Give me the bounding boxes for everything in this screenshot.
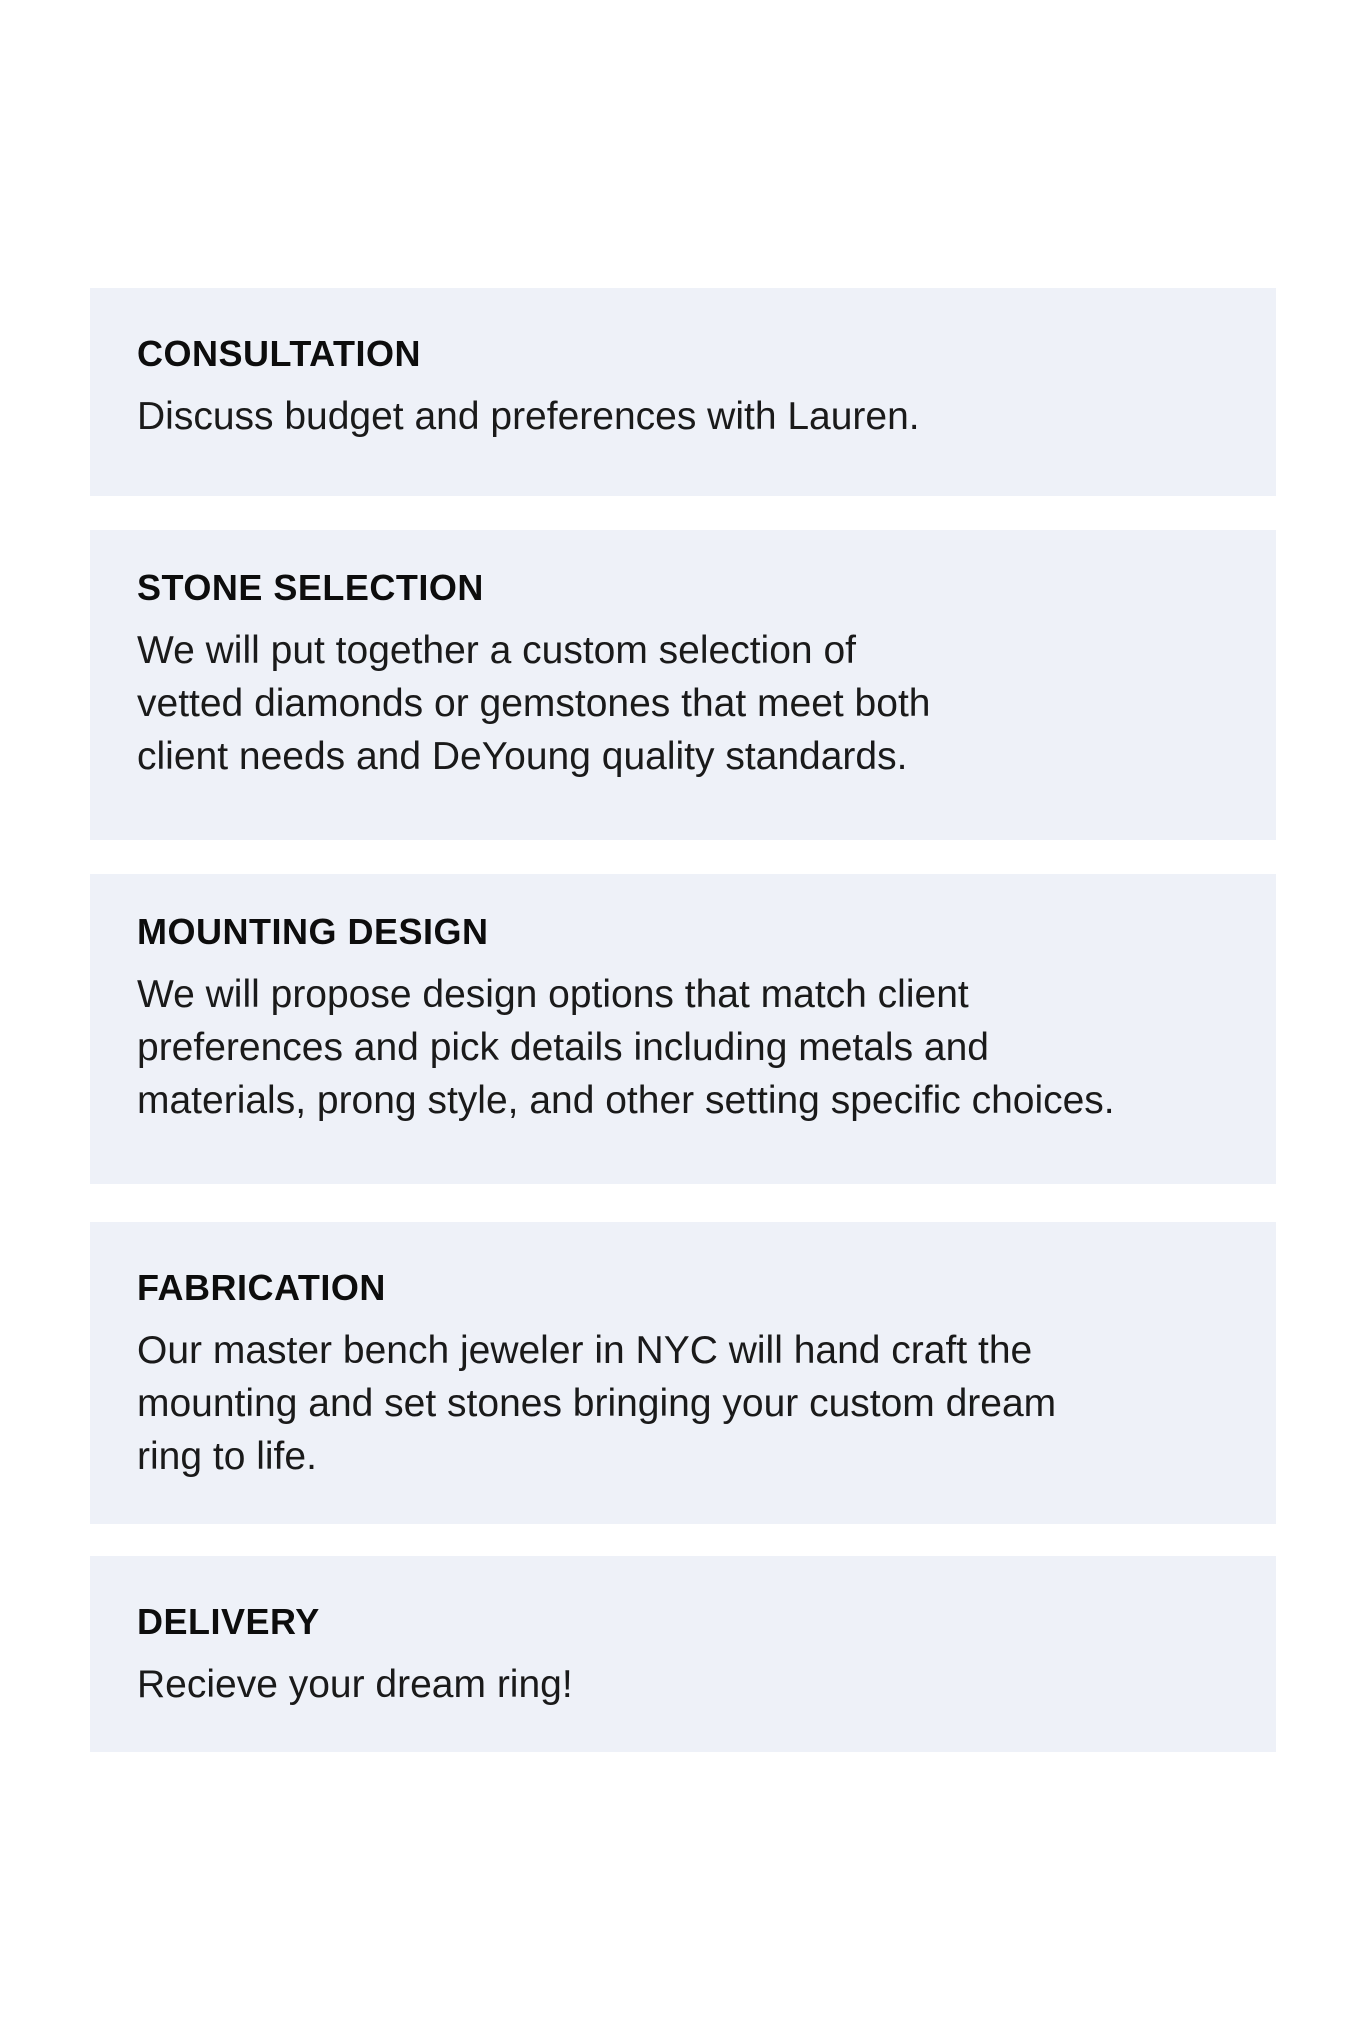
step-card-consultation <box>90 288 1276 496</box>
step-title: CONSULTATION <box>137 333 421 374</box>
step-card-fabrication <box>90 1222 1276 1524</box>
step-description: Recieve your dream ring! <box>137 1663 573 1706</box>
step-title: FABRICATION <box>137 1267 386 1308</box>
step-description: We will put together a custom selection of vetted diamonds or gemstones that meet both client needs and DeYoung quality standards. <box>137 629 931 778</box>
step-card-delivery <box>90 1556 1276 1752</box>
step-title: STONE SELECTION <box>137 567 484 608</box>
step-title: MOUNTING DESIGN <box>137 911 489 952</box>
step-description: Discuss budget and preferences with Lauren. <box>137 395 920 438</box>
step-card-stone-selection <box>90 530 1276 840</box>
step-title: DELIVERY <box>137 1601 320 1642</box>
step-card-mounting-design <box>90 874 1276 1184</box>
step-description: We will propose design options that match client preferences and pick details including metals and materials, prong style, and other setting specific choices. <box>137 973 1115 1122</box>
step-description: Our master bench jeweler in NYC will hand craft the mounting and set stones bringing your custom dream ring to life. <box>137 1329 1057 1478</box>
